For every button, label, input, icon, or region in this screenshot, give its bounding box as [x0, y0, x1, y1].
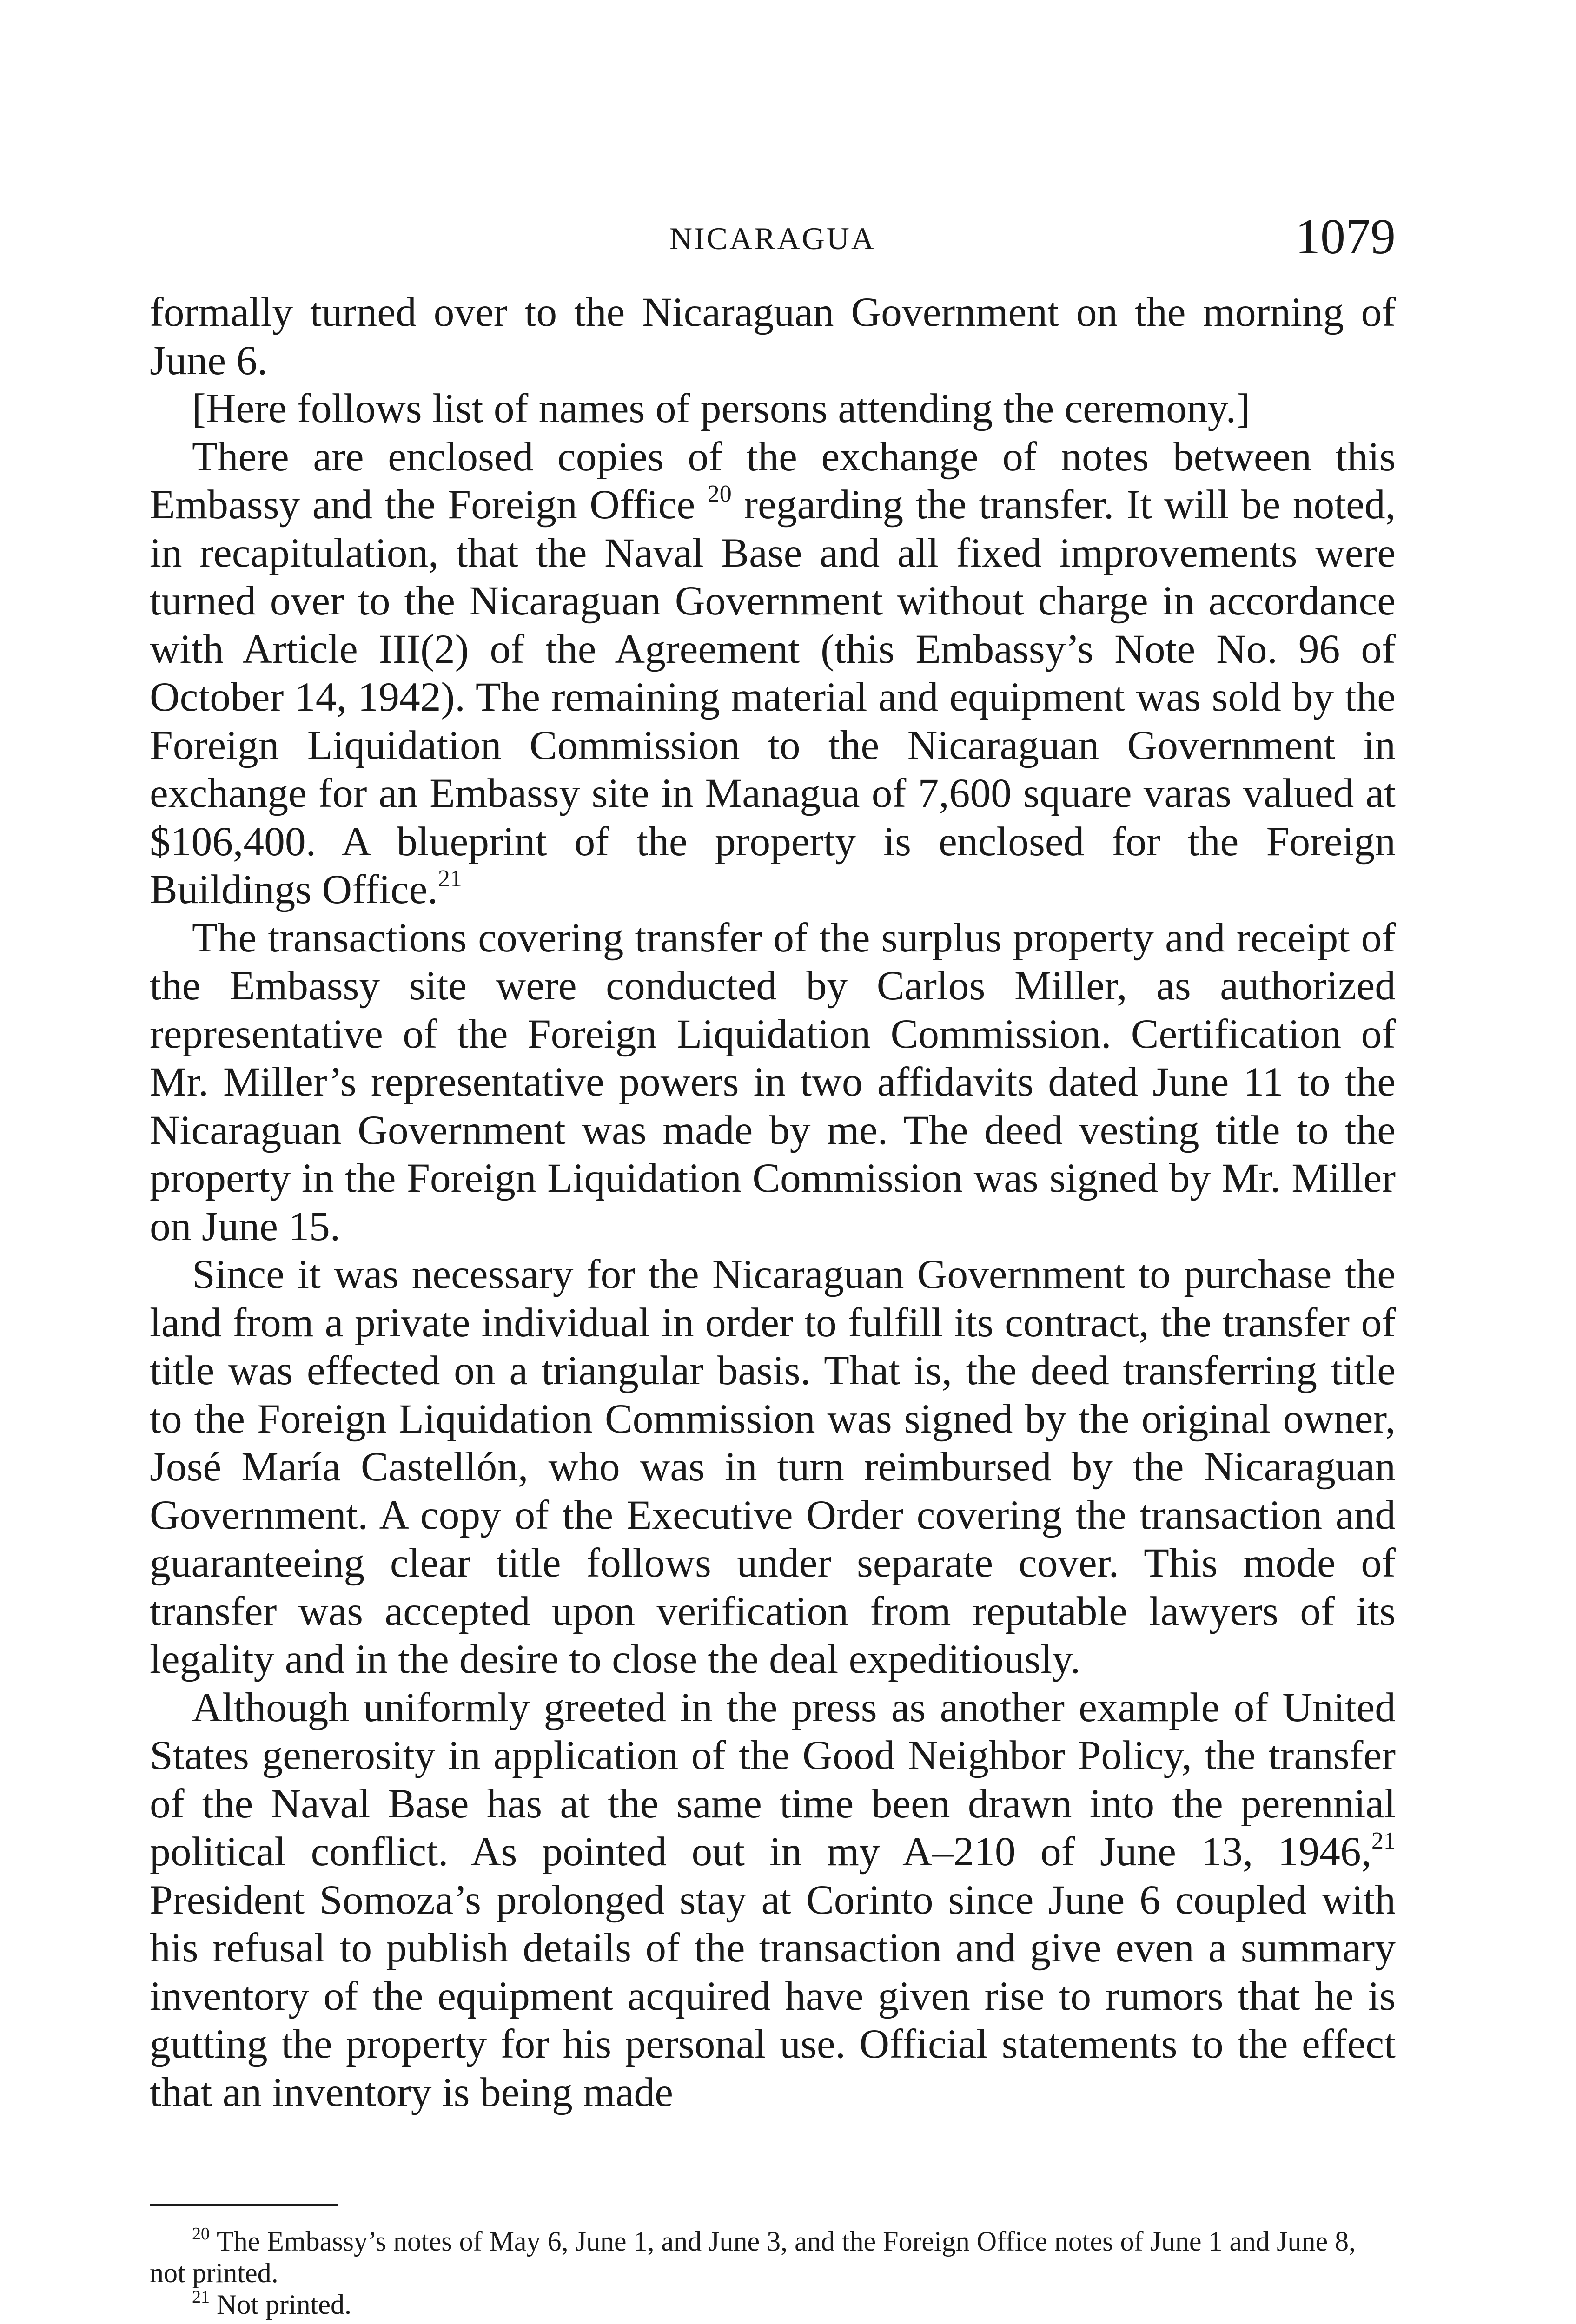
paragraph-political-conflict [150, 1684, 1396, 2117]
paragraph-exchange-of-notes [150, 433, 1396, 914]
paragraph-title-transfer [150, 1250, 1396, 1684]
footnote-text: The Embassy’s notes of May 6, June 1, and June 3, and the Foreign Office notes of June 1 and June 8, not printed. [150, 2226, 1356, 2288]
footnote-divider [150, 2204, 338, 2206]
footnote-marker: 21 [192, 2287, 210, 2307]
paragraph-text: There are enclosed copies of the exchange of notes between this Embassy and the Foreign Office [150, 433, 1396, 528]
footnote [150, 2225, 1396, 2289]
paragraph-text: President Somoza’s prolonged stay at Corinto since June 6 coupled with his refusal to publish details of the transaction and give even a summary inventory of the equipment acquired have given rise to rumors that he is gutting the property for his personal use. Official statements to the effect that an inventory is being made [150, 1876, 1396, 2115]
page-number: 1079 [1295, 209, 1396, 264]
paragraph-text: Since it was necessary for the Nicaraguan Government to purchase the land from a private individual in order to fulfill its contract, the transfer of title was effected on a triangular basis. That is, the deed transferring title to the Foreign Liquidation Commission was signed by the original owner, José María Castellón, who was in turn reimbursed by the Nicaraguan Government. A copy of the Executive Order covering the transaction and guaranteeing clear title follows under separate cover. This mode of transfer was accepted upon verification from reputable lawyers of its legality and in the desire to close the deal expeditiously. [150, 1251, 1396, 1682]
paragraph-text: Although uniformly greeted in the press as another example of United States generosity in application of the Good Neighbor Policy, the transfer of the Naval Base has at the same time been drawn into the perennial political conflict. As pointed out in my A–210 of June 13, 1946, [150, 1684, 1396, 1875]
paragraph-text: regarding the transfer. It will be noted, in recapitulation, that the Naval Base and all fixed improvements were turned over to the Nicaraguan Government without charge in accordance with Article III(2) of the Agreement (this Embassy’s Note No. 96 of October 14, 1942). The remaining material and equipment was sold by the Foreign Liquidation Commission to the Nicaraguan Government in exchange for an Embassy site in Managua of 7,600 square varas valued at $106,400. A blueprint of the property is enclosed for the Foreign Buildings Office. [150, 482, 1396, 912]
paragraph-text: [Here follows list of names of persons attending the ceremony.] [192, 385, 1250, 431]
paragraph-text: The transactions covering transfer of the surplus property and receipt of the Embassy site were conducted by Carlos Miller, as authorized representative of the Foreign Liquidation Commission. Certification of Mr. Miller’s representative powers in two affidavits dated June 11 to the Nicaraguan Government was made by me. The deed vesting title to the property in the Foreign Liquidation Commission was signed by Mr. Miller on June 15. [150, 914, 1396, 1249]
body-text [150, 288, 1396, 2116]
footnote-reference: 21 [1371, 1828, 1396, 1854]
footnote-marker: 20 [192, 2224, 210, 2244]
footnote-reference: 20 [707, 481, 732, 507]
paragraph-text: formally turned over to the Nicaraguan Government on the morning of June 6. [150, 289, 1396, 383]
running-title: NICARAGUA [669, 221, 876, 256]
paragraph-transactions [150, 914, 1396, 1251]
footnote-reference: 21 [437, 865, 462, 892]
paragraph-continuation [150, 288, 1396, 384]
footnotes [150, 2225, 1396, 2320]
footnote [150, 2289, 1396, 2320]
running-head [150, 208, 1396, 264]
footnote-text: Not printed. [217, 2289, 351, 2320]
paragraph-editorial-note [150, 384, 1396, 433]
